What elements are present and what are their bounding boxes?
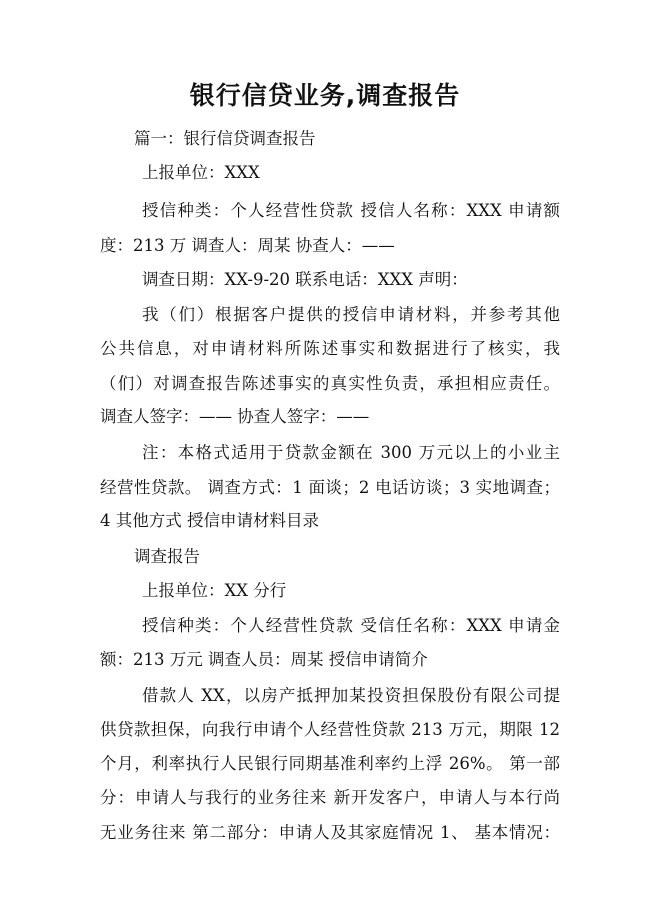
text-line: 4 其他方式 授信申请材料目录 — [100, 511, 319, 530]
text-line: 调查日期：XX-9-20 联系电话：XXX 声明： — [142, 270, 468, 289]
text-line: 上报单位：XXX — [142, 163, 260, 182]
text-line: 上报单位：XX 分行 — [142, 581, 287, 600]
text-line: 额：213 万元 调查人员：周某 授信申请简介 — [100, 650, 428, 669]
text-line: 经营性贷款。 调查方式：1 面谈；2 电话访谈；3 实地调查； — [100, 478, 560, 497]
text-line: 公共信息，对申请材料所陈述事实和数据进行了核实，我 — [100, 339, 560, 358]
text-line: 注：本格式适用于贷款金额在 300 万元以上的小业主 — [142, 443, 560, 462]
text-line: 我（们）根据客户提供的授信申请材料，并参考其他 — [142, 305, 560, 324]
text-line: 供贷款担保，向我行申请个人经营性贷款 213 万元，期限 12 — [100, 720, 560, 739]
text-line: （们）对调查报告陈述事实的真实性负责，承担相应责任。 — [100, 374, 560, 393]
text-line: 无业务往来 第二部分：申请人及其家庭情况 1、 基本情况： — [100, 823, 560, 842]
text-line: 个月，利率执行人民银行同期基准利率约上浮 26%。 第一部 — [100, 754, 560, 773]
text-line: 授信种类：个人经营性贷款 授信人名称：XXX 申请额 — [142, 201, 560, 220]
text-line: 度：213 万 调查人：周某 协查人：—— — [100, 236, 395, 255]
text-line: 授信种类：个人经营性贷款 受信任名称：XXX 申请金 — [142, 616, 560, 635]
text-line: 分：申请人与我行的业务往来 新开发客户，申请人与本行尚 — [100, 788, 560, 807]
section-heading: 篇一：银行信贷调查报告 — [134, 129, 316, 148]
text-line: 调查人签字：—— 协查人签字：—— — [100, 407, 370, 426]
text-line: 借款人 XX，以房产抵押加某投资担保股份有限公司提 — [142, 686, 560, 705]
section-heading: 调查报告 — [134, 547, 200, 566]
document-title: 银行信贷业务,调查报告 — [189, 81, 461, 110]
